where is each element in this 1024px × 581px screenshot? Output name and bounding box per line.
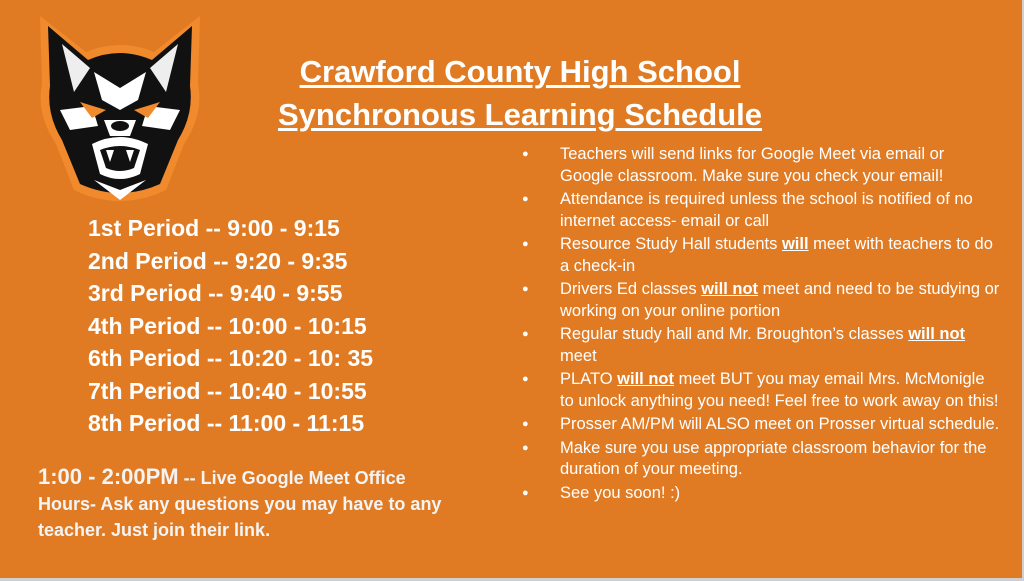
bullet-text: Regular study hall and Mr. Broughton’s classes (560, 325, 909, 343)
period-item: 1st Period -- 9:00 - 9:15 (88, 215, 340, 241)
period-schedule-list (88, 212, 373, 440)
bullet-emphasis: will not (617, 370, 674, 388)
bullet-text: Attendance is required unless the school is notified of no internet access- email or call (560, 190, 973, 230)
page-title-line-1: Crawford County High School (299, 54, 741, 89)
office-hours-text: -- Live Google Meet Office Hours- Ask any questions you may have to any teacher. Just join their link. (38, 468, 442, 540)
period-item: 7th Period -- 10:40 - 10:55 (88, 377, 367, 404)
bullet-item (522, 324, 1002, 367)
bullet-text: Drivers Ed classes (560, 280, 702, 298)
bullet-emphasis: will (781, 235, 809, 253)
period-item: 4th Period -- 10:00 - 10:15 (88, 312, 367, 339)
bullet-text: meet BUT you may email Mrs. McMonigle to unlock anything you need! Feel free to work away on this! (560, 370, 999, 410)
period-item: 8th Period -- 11:00 - 11:15 (88, 410, 365, 436)
bullet-text: meet and need to be studying or working on your online portion (560, 280, 1000, 320)
bullet-emphasis: will not (701, 280, 759, 298)
period-item: 6th Period -- 10:20 - 10: 35 (88, 345, 374, 371)
period-item: 2nd Period -- 9:20 - 9:35 (88, 247, 348, 274)
bullet-text: Teachers will send links for Google Meet via email or Google classroom. Make sure you check your email! (560, 145, 945, 185)
bullet-item (522, 483, 1002, 505)
bullet-text: See you soon! :) (560, 483, 681, 502)
info-bullet-list (522, 144, 1002, 506)
bullet-item (522, 189, 1002, 232)
bullet-item (522, 234, 1002, 277)
office-hours-note (38, 464, 458, 543)
bullet-item (522, 144, 1002, 187)
wolf-head-logo (34, 14, 206, 210)
bullet-item (522, 414, 1002, 436)
period-item: 3rd Period -- 9:40 - 9:55 (88, 280, 343, 306)
bullet-item (522, 369, 1002, 412)
bullet-emphasis: will not (908, 325, 966, 343)
bullet-text: PLATO (560, 370, 618, 388)
bullet-item (522, 279, 1002, 322)
bullet-text: Resource Study Hall students (560, 235, 782, 253)
office-hours-time: 1:00 - 2:00PM (38, 464, 179, 489)
bullet-text: meet with teachers to do a check-in (560, 235, 993, 275)
bullet-text: meet (560, 346, 597, 365)
bullet-text: Prosser AM/PM will ALSO meet on Prosser virtual schedule. (560, 415, 1000, 433)
bullet-item (522, 438, 1002, 481)
page-title-line-2: Synchronous Learning Schedule (277, 97, 763, 132)
bullet-text: Make sure you use appropriate classroom behavior for the duration of your meeting. (560, 438, 987, 478)
